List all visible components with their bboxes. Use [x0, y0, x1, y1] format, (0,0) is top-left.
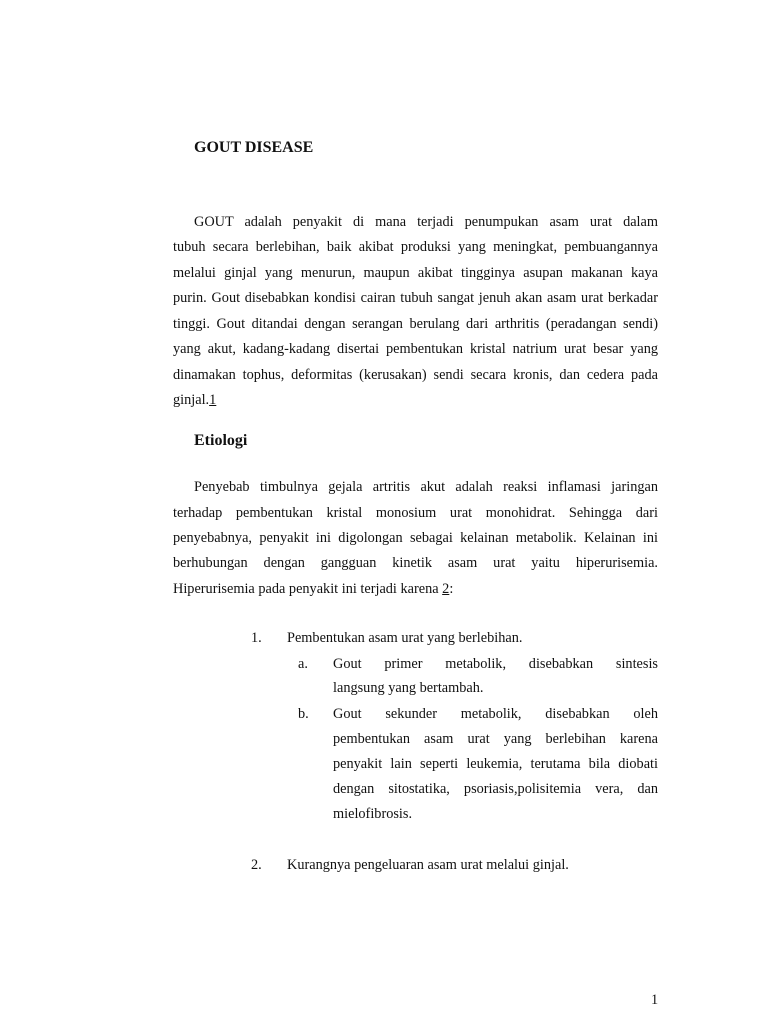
text-line: tinggi. Gout ditandai dengan serangan berulang dari arthritis (peradangan sendi) [173, 316, 658, 332]
text-line: Gout primer metabolik, disebabkan sintesis [333, 656, 658, 672]
list-item: Pembentukan asam urat yang berlebihan. [287, 630, 523, 646]
footnote-ref-2[interactable]: 2 [442, 581, 450, 597]
text-line: tubuh secara berlebihan, baik akibat produksi yang meningkat, pembuangannya [173, 239, 658, 255]
text-line: berhubungan dengan gangguan kinetik asam urat yaitu hiperurisemia. [173, 555, 658, 571]
text-line: melalui ginjal yang menurun, maupun akibat tingginya asupan makanan kaya [173, 265, 658, 281]
text-line: GOUT adalah penyakit di mana terjadi penumpukan asam urat dalam [194, 214, 658, 230]
list-number: 1. [251, 630, 262, 646]
text-line: Penyebab timbulnya gejala artritis akut adalah reaksi inflamasi jaringan [194, 479, 658, 495]
footnote-ref-1[interactable]: 1 [209, 392, 217, 408]
text-line: langsung yang bertambah. [333, 680, 484, 696]
sublist-letter: b. [298, 706, 309, 722]
text: : [449, 581, 454, 597]
text-line: dengan sitostatika, psoriasis,polisitemia vera, dan [333, 781, 658, 797]
text-line: Gout sekunder metabolik, disebabkan oleh [333, 706, 658, 722]
text-line: penyakit lain seperti leukemia, terutama bila diobati [333, 756, 658, 772]
text-line: mielofibrosis. [333, 806, 413, 822]
section-heading-etiologi: Etiologi [194, 432, 248, 449]
sublist-letter: a. [298, 656, 308, 672]
page-number: 1 [651, 992, 659, 1008]
list-item: Kurangnya pengeluaran asam urat melalui ginjal. [287, 857, 569, 873]
text: ginjal. [173, 392, 210, 408]
text-line: purin. Gout disebabkan kondisi cairan tubuh sangat jenuh akan asam urat berkadar [173, 290, 658, 306]
text: Hiperurisemia pada penyakit ini terjadi karena [173, 581, 443, 597]
text-line: pembentukan asam urat yang berlebihan karena [333, 731, 658, 747]
text-line: dinamakan tophus, deformitas (kerusakan) sendi secara kronis, dan cedera pada [173, 367, 658, 383]
text-line: penyebabnya, penyakit ini digolongan sebagai kelainan metabolik. Kelainan ini [173, 530, 658, 546]
list-number: 2. [251, 857, 262, 873]
page-title: GOUT DISEASE [194, 139, 314, 156]
text-line: yang akut, kadang-kadang disertai pembentukan kristal natrium urat besar yang [173, 341, 658, 357]
text-line [173, 580, 453, 598]
text-line: terhadap pembentukan kristal monosium urat monohidrat. Sehingga dari [173, 505, 658, 521]
text-line [173, 391, 216, 409]
